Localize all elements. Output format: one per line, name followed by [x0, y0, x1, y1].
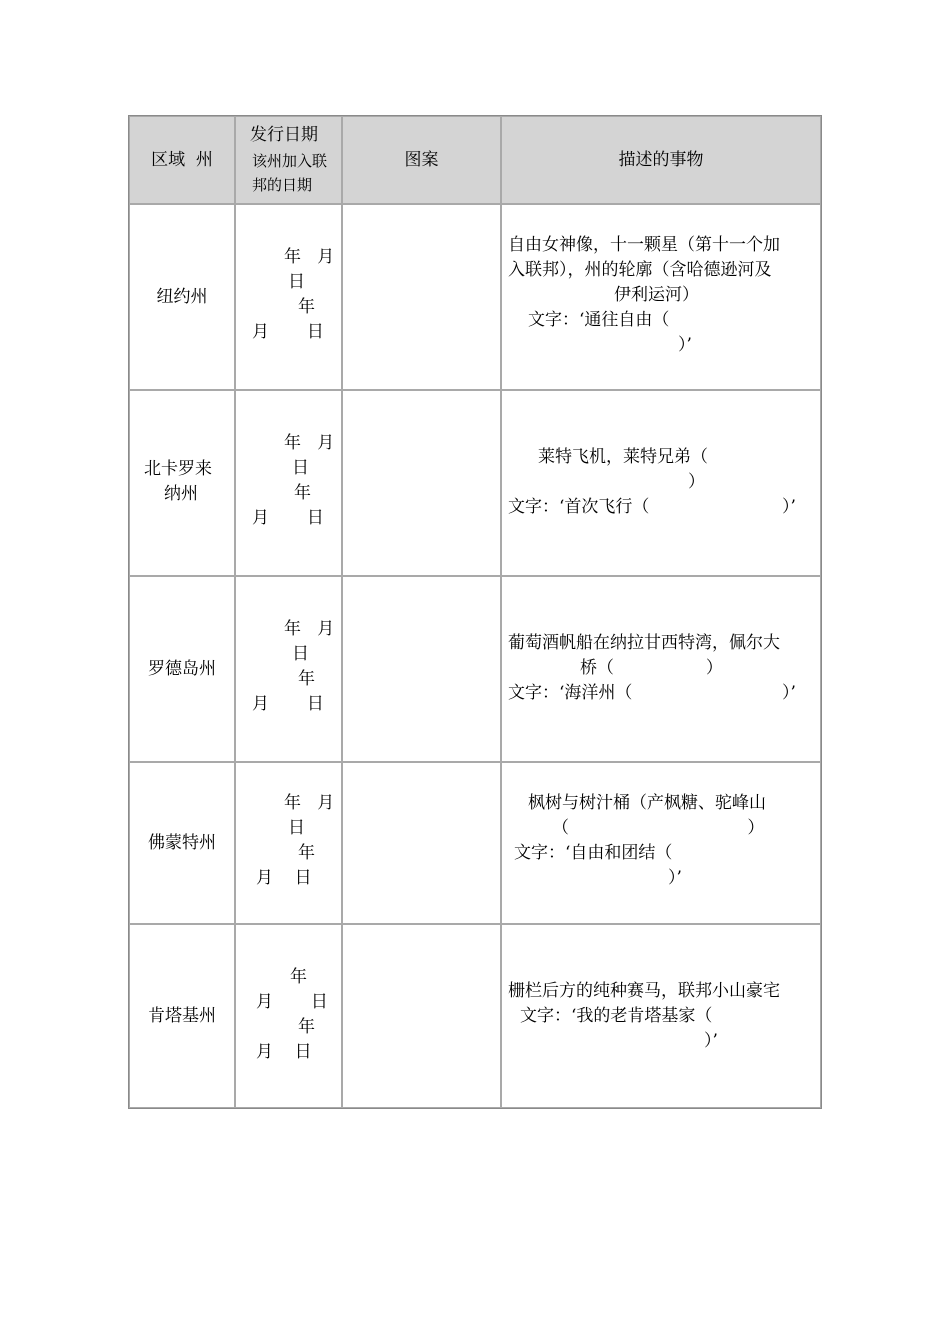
table-row-pattern	[342, 390, 501, 576]
table-row-description: 栅栏后方的纯种赛马，联邦小山豪宅 文字：‘我的老肯塔基家（ ）’	[501, 924, 821, 1108]
table-row-date: 年 月 日 年 月 日	[235, 390, 342, 576]
header-date-title: 发行日期	[250, 125, 318, 145]
header-date-sub-2: 邦的日期	[252, 176, 313, 194]
table-row-state: 佛蒙特州	[129, 762, 235, 924]
stamp-table	[128, 115, 822, 1109]
header-description: 描述的事物	[501, 116, 821, 204]
table-row-description: 莱特飞机，莱特兄弟（ ） 文字：‘首次飞行（ ）’	[501, 390, 821, 576]
table-row-date: 年 月 日 年 月 日	[235, 204, 342, 390]
table-row-state: 罗德岛州	[129, 576, 235, 762]
table-row-state: 纽约州	[129, 204, 235, 390]
table-row-date: 年 月 日 年 月 日	[235, 762, 342, 924]
table-row-description: 自由女神像，十一颗星（第十一个加 入联邦），州的轮廓（含哈德逊河及 伊利运河） 文字：‘通往自由（ ）’	[501, 204, 821, 390]
table-row-description: 葡萄酒帆船在纳拉甘西特湾，佩尔大 桥（ ） 文字：‘海洋州（ ）’	[501, 576, 821, 762]
table-row-date: 年 月 日 年 月 日	[235, 576, 342, 762]
header-date-sub-1: 该州加入联	[252, 152, 328, 170]
table-row-date: 年 月 日 年 月 日	[235, 924, 342, 1108]
header-region: 区域 州	[129, 116, 235, 204]
header-issue-date	[235, 116, 342, 204]
table-row-pattern	[342, 576, 501, 762]
table-row-pattern	[342, 924, 501, 1108]
table-row-description: 枫树与树汁桶（产枫糖、驼峰山 （ ） 文字：‘自由和团结（ ）’	[501, 762, 821, 924]
header-pattern: 图案	[342, 116, 501, 204]
table-row-state: 北卡罗来 纳州	[129, 390, 235, 576]
table-row-state: 肯塔基州	[129, 924, 235, 1108]
table-row-pattern	[342, 762, 501, 924]
table-row-pattern	[342, 204, 501, 390]
